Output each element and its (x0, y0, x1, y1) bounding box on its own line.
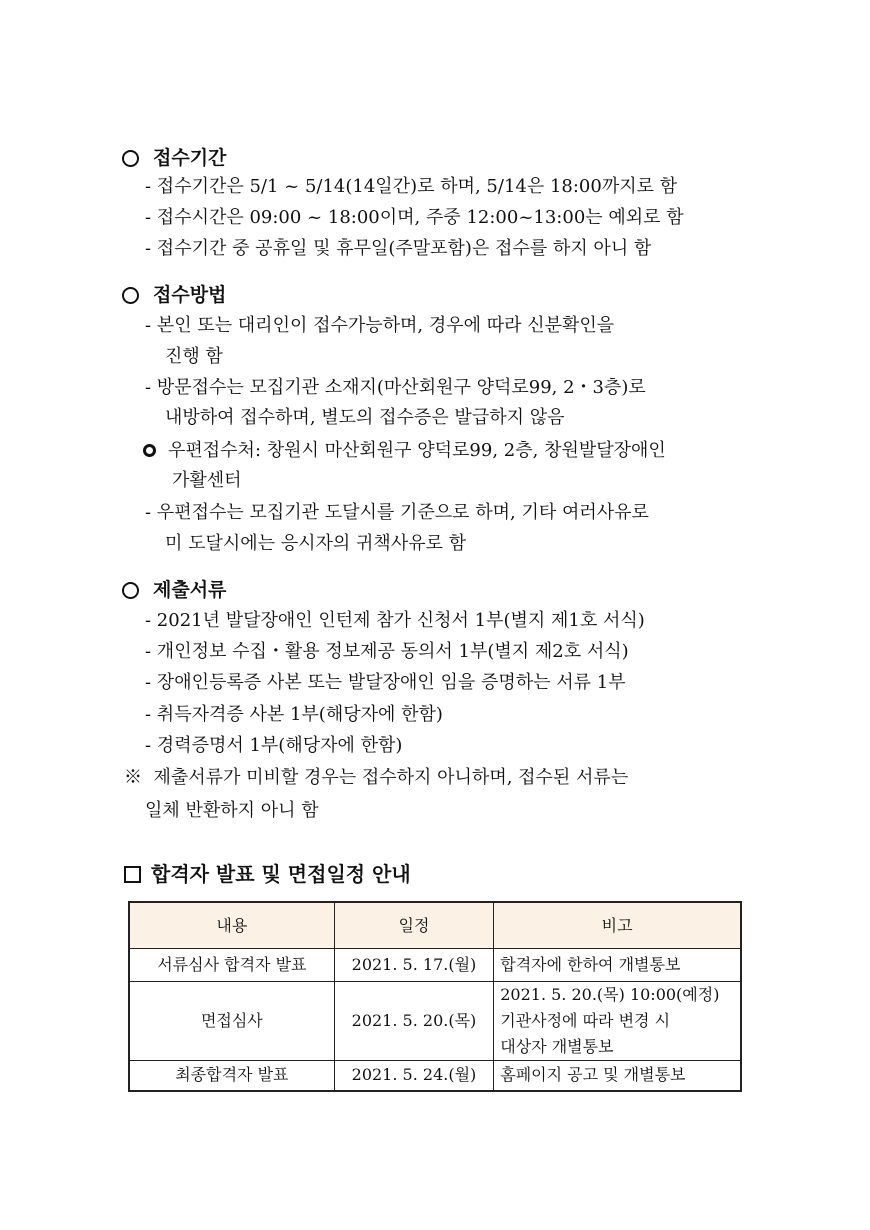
table-cell-note: 홈페이지 공고 및 개별통보 (494, 1061, 741, 1091)
list-item-continuation: 진행 함 (165, 346, 223, 367)
circle-bullet-icon (122, 582, 139, 599)
table-row (129, 1061, 741, 1091)
list-item: - 접수기간 중 공휴일 및 휴무일(주말포함)은 접수를 하지 아니 함 (145, 238, 652, 259)
list-item-continuation: 미 도달시에는 응시자의 귀책사유로 함 (165, 533, 467, 554)
list-item: - 본인 또는 대리인이 접수가능하며, 경우에 따라 신분확인을 (145, 315, 615, 336)
ring-bullet-icon (143, 444, 156, 457)
heading-text: 접수방법 (153, 284, 227, 306)
postal-address-item (143, 439, 666, 463)
heading-text: 제출서류 (153, 579, 227, 601)
column-header: 비고 (494, 902, 741, 949)
table-cell-date: 2021. 5. 17.(월) (334, 949, 494, 982)
list-item-continuation: 내방하여 접수하며, 별도의 접수증은 발급하지 않음 (165, 407, 565, 428)
table-header-row (129, 902, 741, 949)
list-item: - 2021년 발달장애인 인턴제 참가 신청서 1부(별지 제1호 서식) (145, 610, 645, 631)
circle-bullet-icon (122, 287, 139, 304)
note-line: 2021. 5. 20.(목) 10:00(예정) (500, 985, 720, 1004)
list-item: - 개인정보 수집・활용 정보제공 동의서 1부(별지 제2호 서식) (145, 641, 629, 662)
section-heading-announcement (124, 862, 411, 886)
reference-mark: ※ (124, 767, 142, 788)
list-item: - 접수시간은 09:00 ~ 18:00이며, 주중 12:00~13:00는 예외로 함 (145, 207, 684, 228)
heading-text: 접수기간 (153, 147, 227, 169)
table-cell-date: 2021. 5. 24.(월) (334, 1061, 494, 1091)
section-heading-reception-period (122, 146, 226, 170)
table-cell-content: 최종합격자 발표 (129, 1061, 334, 1091)
list-item: - 우편접수는 모집기관 도달시를 기준으로 하며, 기타 여러사유로 (145, 502, 649, 523)
column-header: 내용 (129, 902, 334, 949)
circle-bullet-icon (122, 150, 139, 167)
section-heading-reception-method (122, 283, 226, 307)
list-item: - 접수기간은 5/1 ~ 5/14(14일간)로 하며, 5/14은 18:00까지로 함 (145, 176, 678, 197)
table-cell-note: 합격자에 한하여 개별통보 (494, 949, 741, 982)
postal-address-text: 우편접수처: 창원시 마산회원구 양덕로99, 2층, 창원발달장애인 (168, 440, 666, 461)
table-cell-content: 서류심사 합격자 발표 (129, 949, 334, 982)
heading-text: 합격자 발표 및 면접일정 안내 (151, 862, 411, 886)
list-item: - 방문접수는 모집기관 소재지(마산회원구 양덕로99, 2・3층)로 (145, 377, 646, 398)
table-cell-date: 2021. 5. 20.(목) (334, 982, 494, 1061)
schedule-table (128, 901, 742, 1092)
table-row (129, 982, 741, 1061)
note-text: 제출서류가 미비할 경우는 접수하지 아니하며, 접수된 서류는 (153, 767, 629, 788)
table-cell-note (494, 982, 741, 1061)
note-line: 기관사정에 따라 변경 시 (500, 1011, 671, 1030)
table-row (129, 949, 741, 982)
note (124, 766, 628, 790)
list-item: - 취득자격증 사본 1부(해당자에 한함) (145, 704, 443, 725)
list-item-continuation: 가활센터 (172, 470, 242, 491)
section-heading-documents (122, 578, 226, 602)
table-cell-content: 면접심사 (129, 982, 334, 1061)
column-header: 일정 (334, 902, 494, 949)
note-line: 대상자 개별통보 (500, 1037, 614, 1056)
list-item: - 경력증명서 1부(해당자에 한함) (145, 735, 403, 756)
square-bullet-icon (124, 866, 141, 883)
list-item: - 장애인등록증 사본 또는 발달장애인 임을 증명하는 서류 1부 (145, 672, 626, 693)
note-continuation: 일체 반환하지 아니 함 (145, 800, 319, 821)
